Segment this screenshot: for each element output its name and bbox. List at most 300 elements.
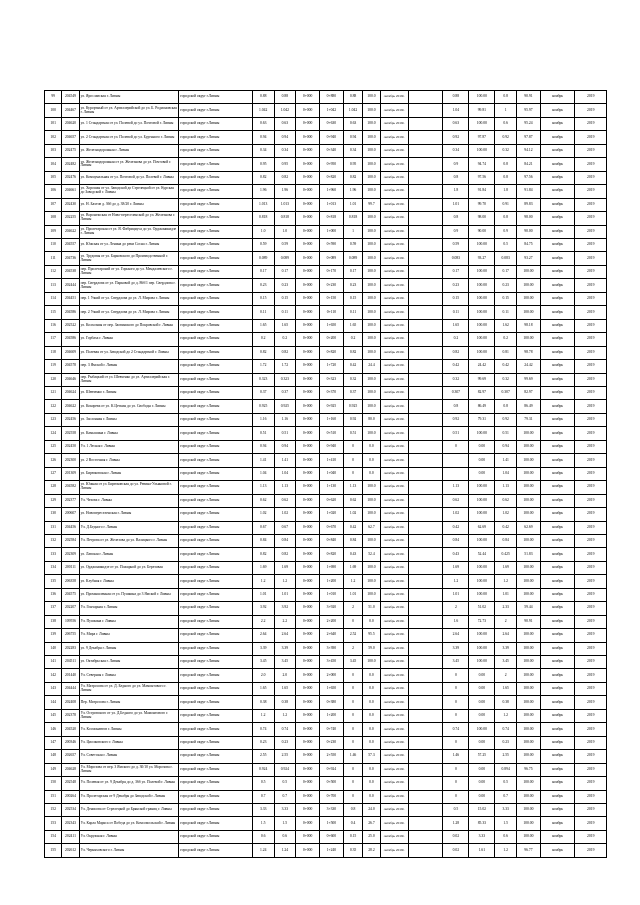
cell-year: 2019 [575, 804, 607, 817]
cell-checked-percent: 100.00 [517, 508, 541, 521]
cell-road-name: пер. Рыбацкий от ул. Шевченко до ул. Артиллерийская г. Ливны [79, 373, 179, 386]
cell-month: ноябрь [540, 656, 575, 669]
cell-year: 2019 [575, 427, 607, 440]
cell-note [408, 696, 443, 709]
cell-percent-done: 100.0 [363, 131, 380, 144]
cell-checked-percent: 96.75 [517, 763, 541, 776]
cell-length-done: 0.818 [343, 212, 362, 225]
cell-start-km: 0+000 [296, 615, 320, 628]
cell-end-km: 3+920 [319, 602, 343, 615]
cell-month: ноябрь [540, 615, 575, 628]
cell-length-repair: 0.82 [274, 171, 296, 184]
cell-year: 2019 [575, 615, 607, 628]
cell-actual-percent: 90.00 [469, 225, 495, 238]
cell-length-total: 0.51 [252, 427, 274, 440]
cell-length-repair: 1.0 [274, 225, 296, 238]
cell-start-km: 0+000 [296, 171, 320, 184]
cell-length-repair: 1.2 [274, 575, 296, 588]
table-row [45, 534, 607, 547]
cell-year: 2019 [575, 91, 607, 104]
cell-municipality: городской округ г.Ливны [179, 750, 253, 763]
cell-start-km: 0+000 [296, 736, 320, 749]
cell-note [408, 198, 443, 211]
cell-year: 2019 [575, 400, 607, 413]
cell-road-id: 201309 [62, 467, 79, 480]
cell-length-done: 0.2 [343, 333, 362, 346]
cell-length-repair: 1.01 [274, 588, 296, 601]
cell-year: 2019 [575, 548, 607, 561]
cell-percent-done: 100.0 [363, 171, 380, 184]
cell-actual-length: 0 [443, 763, 469, 776]
cell-year: 2019 [575, 656, 607, 669]
cell-period: октябрь 2019г. [380, 346, 408, 359]
cell-start-km: 0+000 [296, 804, 320, 817]
cell-period: октябрь 2019г. [380, 736, 408, 749]
cell-start-km: 0+000 [296, 440, 320, 453]
table-row [45, 454, 607, 467]
cell-length-done: 0.63 [343, 117, 362, 130]
cell-road-id: 204661 [62, 185, 79, 198]
cell-length-done: 1.2 [343, 575, 362, 588]
cell-end-km: 0+840 [319, 534, 343, 547]
cell-length-repair: 2.55 [274, 750, 296, 763]
cell-road-name: ул. Лавская г. Ливны [79, 548, 179, 561]
cell-length-total: 0.95 [252, 158, 274, 171]
cell-length-done: 0 [343, 790, 362, 803]
cell-start-km: 0+000 [296, 481, 320, 494]
cell-road-id: 202558 [62, 427, 79, 440]
cell-start-km: 0+000 [296, 427, 320, 440]
cell-checked-length: 0.8 [495, 91, 517, 104]
cell-year: 2019 [575, 292, 607, 305]
cell-year: 2019 [575, 333, 607, 346]
cell-start-km: 0+000 [296, 373, 320, 386]
cell-municipality: городской округ г.Ливны [179, 790, 253, 803]
cell-municipality: городской округ г.Ливны [179, 804, 253, 817]
cell-checked-length: 0.38 [495, 696, 517, 709]
cell-checked-percent: 96.77 [517, 844, 541, 857]
cell-start-km: 0+000 [296, 185, 320, 198]
cell-checked-length: 0.8 [495, 212, 517, 225]
cell-month: ноябрь [540, 588, 575, 601]
cell-municipality: городской округ г.Ливны [179, 494, 253, 507]
cell-row-number: 111 [45, 252, 62, 265]
cell-month: ноябрь [540, 481, 575, 494]
cell-road-name: ул. Шевченко г. Ливны [79, 386, 179, 399]
cell-length-repair: 1.24 [274, 844, 296, 857]
cell-actual-percent: 100.00 [469, 144, 495, 157]
cell-year: 2019 [575, 104, 607, 117]
cell-year: 2019 [575, 238, 607, 251]
cell-checked-percent: 100.00 [517, 804, 541, 817]
cell-checked-percent: 100.00 [517, 481, 541, 494]
cell-road-id: 202584 [62, 534, 79, 547]
cell-year: 2019 [575, 696, 607, 709]
cell-start-km: 0+000 [296, 91, 320, 104]
cell-checked-length: 0.8 [495, 400, 517, 413]
cell-road-id: 202207 [62, 602, 79, 615]
cell-municipality: городской округ г.Ливны [179, 548, 253, 561]
cell-period: октябрь 2019г. [380, 481, 408, 494]
table-row [45, 346, 607, 359]
cell-length-repair: 0.089 [274, 252, 296, 265]
cell-start-km: 0+000 [296, 252, 320, 265]
cell-road-name: ул. 1 Стандартная от ул. Полевой до ул. Почтовой г. Ливны [79, 117, 179, 130]
cell-road-name: Ул. Северная г. Ливны [79, 669, 179, 682]
table-row [45, 508, 607, 521]
cell-road-name: ул. Новопереселенская г. Ливны [79, 508, 179, 521]
cell-length-done: 0.42 [343, 521, 362, 534]
cell-end-km: 1+200 [319, 575, 343, 588]
cell-end-km: 1+160 [319, 413, 343, 426]
cell-road-id: 204520 [62, 723, 79, 736]
cell-note [408, 454, 443, 467]
cell-length-total: 0.82 [252, 548, 274, 561]
cell-end-km: 2+000 [319, 669, 343, 682]
cell-period: октябрь 2019г. [380, 306, 408, 319]
cell-road-name: Ул. Д.Бедного г. Ливны [79, 521, 179, 534]
cell-actual-percent: 100.00 [469, 427, 495, 440]
cell-actual-percent: 100.00 [469, 481, 495, 494]
cell-length-total: 0.82 [252, 171, 274, 184]
cell-length-repair: 0.59 [274, 238, 296, 251]
cell-checked-percent: 100.00 [517, 709, 541, 722]
cell-start-km: 0+000 [296, 386, 320, 399]
cell-road-name: Ул. Островского от ул. Д.Бедного до ул. Мамонтового г. Ливны [79, 709, 179, 722]
cell-row-number: 133 [45, 548, 62, 561]
cell-road-name: ул. Хорошая от ул. Заводской до Стрелецкой от ул. Курская до Заводской г. Ливны [79, 185, 179, 198]
cell-actual-length: 0.62 [443, 494, 469, 507]
cell-checked-percent: 84.75 [517, 238, 541, 251]
cell-checked-length: 0.81 [495, 346, 517, 359]
cell-length-repair: 3.45 [274, 656, 296, 669]
cell-period: октябрь 2019г. [380, 534, 408, 547]
cell-percent-done: 100.0 [363, 91, 380, 104]
cell-row-number: 141 [45, 656, 62, 669]
cell-checked-length: 0.11 [495, 306, 517, 319]
table-row [45, 709, 607, 722]
cell-municipality: городской округ г.Ливны [179, 467, 253, 480]
cell-period: октябрь 2019г. [380, 252, 408, 265]
cell-percent-done: 100.0 [363, 238, 380, 251]
cell-length-total: 2.0 [252, 669, 274, 682]
cell-checked-percent: 100.00 [517, 696, 541, 709]
cell-length-total: 0.67 [252, 521, 274, 534]
cell-length-done: 0.925 [343, 400, 362, 413]
cell-actual-percent: 15.02 [469, 804, 495, 817]
cell-month: ноябрь [540, 817, 575, 830]
cell-length-total: 0.17 [252, 265, 274, 278]
cell-start-km: 0+000 [296, 346, 320, 359]
cell-length-repair: 1.16 [274, 413, 296, 426]
cell-municipality: городской округ г.Ливны [179, 292, 253, 305]
cell-length-repair: 1.5 [274, 817, 296, 830]
cell-actual-percent: 97.56 [469, 171, 495, 184]
cell-length-done: 0.23 [343, 279, 362, 292]
cell-checked-length: 0.62 [495, 494, 517, 507]
cell-end-km: 0+200 [319, 333, 343, 346]
cell-length-repair: 0.88 [274, 91, 296, 104]
cell-month: ноябрь [540, 413, 575, 426]
cell-checked-length: 0.2 [495, 333, 517, 346]
cell-road-id: 202343 [62, 817, 79, 830]
cell-year: 2019 [575, 534, 607, 547]
cell-checked-percent: 100.00 [517, 427, 541, 440]
cell-checked-percent: 100.00 [517, 333, 541, 346]
cell-end-km: 1+240 [319, 844, 343, 857]
cell-length-done: 0.4 [343, 817, 362, 830]
cell-percent-done: 100.0 [363, 252, 380, 265]
cell-end-km: 1+200 [319, 709, 343, 722]
table-row [45, 844, 607, 857]
cell-checked-length: 1.2 [495, 575, 517, 588]
cell-length-total: 0.84 [252, 534, 274, 547]
cell-length-repair: 1.72 [274, 360, 296, 373]
cell-note [408, 467, 443, 480]
cell-length-repair: 0.11 [274, 306, 296, 319]
cell-length-done: 0 [343, 723, 362, 736]
cell-month: ноябрь [540, 454, 575, 467]
table-row [45, 790, 607, 803]
cell-municipality: городской округ г.Ливны [179, 360, 253, 373]
cell-note [408, 427, 443, 440]
cell-end-km: 0+370 [319, 386, 343, 399]
cell-length-done: 0.84 [343, 534, 362, 547]
cell-month: ноябрь [540, 292, 575, 305]
cell-month: ноябрь [540, 561, 575, 574]
cell-end-km: 0+620 [319, 494, 343, 507]
cell-end-km: 3+450 [319, 656, 343, 669]
cell-checked-percent: 84.21 [517, 158, 541, 171]
cell-length-total: 0.63 [252, 117, 274, 130]
cell-percent-done: 100.0 [363, 400, 380, 413]
cell-year: 2019 [575, 844, 607, 857]
cell-actual-percent: 100.00 [469, 117, 495, 130]
cell-end-km: 0+820 [319, 346, 343, 359]
cell-length-total: 1.96 [252, 185, 274, 198]
cell-end-km: 1+040 [319, 467, 343, 480]
cell-month: ноябрь [540, 144, 575, 157]
cell-end-km: 0+820 [319, 171, 343, 184]
cell-checked-percent: 62.69 [517, 521, 541, 534]
cell-actual-length: 2 [443, 602, 469, 615]
cell-checked-percent: 100.00 [517, 669, 541, 682]
cell-year: 2019 [575, 723, 607, 736]
cell-percent-done: 100.0 [363, 212, 380, 225]
cell-year: 2019 [575, 212, 607, 225]
cell-road-name: пер. 1 Узкий от ул. Свердлова до ул. Л. Мирова г. Ливны [79, 292, 179, 305]
cell-month: ноябрь [540, 844, 575, 857]
cell-length-total: 0.323 [252, 373, 274, 386]
cell-road-name: Ул. Окружная г. Ливны [79, 830, 179, 843]
table-row [45, 723, 607, 736]
cell-actual-percent: 94.74 [469, 158, 495, 171]
cell-checked-percent: 51.83 [517, 548, 541, 561]
cell-checked-length: 2.55 [495, 750, 517, 763]
cell-checked-percent: 98.78 [517, 346, 541, 359]
cell-municipality: городской округ г.Ливны [179, 252, 253, 265]
table-row [45, 185, 607, 198]
cell-length-repair: 3.92 [274, 602, 296, 615]
cell-month: ноябрь [540, 750, 575, 763]
cell-road-name: Ул. Пушкина г. Ливны [79, 615, 179, 628]
cell-length-done: 0.42 [343, 360, 362, 373]
cell-period: октябрь 2019г. [380, 171, 408, 184]
cell-row-number: 120 [45, 373, 62, 386]
cell-checked-percent: 93.27 [517, 252, 541, 265]
cell-municipality: городской округ г.Ливны [179, 158, 253, 171]
cell-road-name: Пер. Матросова г. Ливны [79, 696, 179, 709]
cell-actual-length: 0.92 [443, 413, 469, 426]
cell-note [408, 736, 443, 749]
cell-municipality: городской округ г.Ливны [179, 333, 253, 346]
cell-end-km: 1+020 [319, 508, 343, 521]
cell-actual-percent: 93.27 [469, 252, 495, 265]
cell-year: 2019 [575, 508, 607, 521]
cell-checked-percent: 91.84 [517, 185, 541, 198]
cell-checked-length: 0.894 [495, 763, 517, 776]
cell-road-id: 204582 [62, 481, 79, 494]
cell-actual-percent: 0.00 [469, 790, 495, 803]
cell-month: ноябрь [540, 696, 575, 709]
cell-road-id: 204646 [62, 373, 79, 386]
cell-month: ноябрь [540, 360, 575, 373]
cell-actual-length: 1.69 [443, 561, 469, 574]
cell-period: октябрь 2019г. [380, 158, 408, 171]
cell-road-name: ул. Орджоникидзе от ул. Пожарной до ул. Березовая [79, 561, 179, 574]
cell-length-total: 0.925 [252, 400, 274, 413]
cell-start-km: 0+000 [296, 400, 320, 413]
cell-municipality: городской округ г.Ливны [179, 508, 253, 521]
cell-road-id: 202522 [62, 319, 79, 332]
cell-period: октябрь 2019г. [380, 830, 408, 843]
cell-municipality: городской округ г.Ливны [179, 709, 253, 722]
cell-road-id: 202430 [62, 198, 79, 211]
cell-actual-percent: 0.00 [469, 709, 495, 722]
cell-year: 2019 [575, 494, 607, 507]
cell-road-name: ул. Воронежская от Ново-переселенской до ул. Железнова г. Ливны [79, 212, 179, 225]
cell-actual-percent: 0.00 [469, 763, 495, 776]
cell-start-km: 0+000 [296, 131, 320, 144]
cell-actual-percent: 100.00 [469, 279, 495, 292]
cell-note [408, 844, 443, 857]
table-row [45, 588, 607, 601]
cell-month: ноябрь [540, 629, 575, 642]
cell-length-done: 1.02 [343, 508, 362, 521]
cell-length-done: 0 [343, 454, 362, 467]
cell-length-total: 0.089 [252, 252, 274, 265]
cell-note [408, 212, 443, 225]
cell-period: октябрь 2019г. [380, 669, 408, 682]
cell-period: октябрь 2019г. [380, 104, 408, 117]
cell-actual-length: 1.46 [443, 750, 469, 763]
cell-row-number: 100 [45, 104, 62, 117]
cell-road-id: 202255 [62, 212, 79, 225]
cell-note [408, 252, 443, 265]
cell-road-name: Ул. Денисова от Стрелецкой до Брянской границ г. Ливны [79, 804, 179, 817]
cell-road-name: ул. Кокорева от ул. К.Цеткин до ул. Свободы г. Ливны [79, 400, 179, 413]
cell-percent-done: 0.0 [363, 669, 380, 682]
cell-length-total: 0.5 [252, 777, 274, 790]
cell-checked-percent: 100.00 [517, 575, 541, 588]
cell-checked-percent: 100.00 [517, 777, 541, 790]
cell-length-total: 0.23 [252, 736, 274, 749]
cell-length-repair: 1.13 [274, 481, 296, 494]
cell-start-km: 0+000 [296, 575, 320, 588]
cell-note [408, 360, 443, 373]
cell-municipality: городской округ г.Ливны [179, 373, 253, 386]
cell-length-total: 3.45 [252, 656, 274, 669]
cell-length-total: 1.24 [252, 844, 274, 857]
cell-length-repair: 0.74 [274, 723, 296, 736]
cell-actual-percent: 3.33 [469, 830, 495, 843]
cell-year: 2019 [575, 279, 607, 292]
cell-actual-length: 0.74 [443, 723, 469, 736]
cell-row-number: 103 [45, 144, 62, 157]
cell-road-id: 202408 [62, 696, 79, 709]
cell-actual-length: 1.02 [443, 508, 469, 521]
cell-municipality: городской округ г.Ливны [179, 830, 253, 843]
cell-length-total: 1.72 [252, 360, 274, 373]
cell-month: ноябрь [540, 131, 575, 144]
cell-note [408, 386, 443, 399]
cell-year: 2019 [575, 481, 607, 494]
cell-actual-percent: 99.81 [469, 104, 495, 117]
cell-note [408, 561, 443, 574]
cell-length-total: 0.818 [252, 212, 274, 225]
cell-road-name: ул. Южная от ул. Бирюковская до ул. Ревина-Ульяновой г. Ливны [79, 481, 179, 494]
cell-row-number: 139 [45, 629, 62, 642]
cell-actual-length: 0.43 [443, 548, 469, 561]
cell-row-number: 108 [45, 212, 62, 225]
cell-year: 2019 [575, 306, 607, 319]
cell-road-name: Ул. Черняховского г. Ливны [79, 844, 179, 857]
cell-period: октябрь 2019г. [380, 373, 408, 386]
cell-road-name: Ул. Пролетарская от 9 Декабря до Заводской г. Ливны [79, 790, 179, 803]
cell-length-done: 0.34 [343, 144, 362, 157]
cell-period: октябрь 2019г. [380, 642, 408, 655]
cell-actual-percent: 51.02 [469, 602, 495, 615]
cell-checked-percent: 100.00 [517, 750, 541, 763]
cell-actual-percent: 100.00 [469, 588, 495, 601]
cell-note [408, 723, 443, 736]
cell-period: октябрь 2019г. [380, 615, 408, 628]
cell-period: октябрь 2019г. [380, 279, 408, 292]
table-row [45, 682, 607, 695]
cell-actual-length: 0.34 [443, 144, 469, 157]
cell-length-total: 1.0 [252, 225, 274, 238]
cell-road-id: 204511 [62, 656, 79, 669]
cell-length-repair: 0.38 [274, 696, 296, 709]
cell-municipality: городской округ г.Ливны [179, 588, 253, 601]
cell-percent-done: 100.0 [363, 561, 380, 574]
cell-road-id: 202377 [62, 494, 79, 507]
cell-checked-length: 0.23 [495, 736, 517, 749]
cell-checked-percent: 90.91 [517, 91, 541, 104]
cell-end-km: 0+630 [319, 117, 343, 130]
cell-length-done: 1.69 [343, 561, 362, 574]
cell-road-name: Ул. Чехова г. Ливны [79, 494, 179, 507]
cell-actual-percent: 100.00 [469, 656, 495, 669]
cell-year: 2019 [575, 588, 607, 601]
cell-year: 2019 [575, 817, 607, 830]
cell-municipality: городской округ г.Ливны [179, 104, 253, 117]
cell-month: ноябрь [540, 212, 575, 225]
cell-percent-done: 100.0 [363, 333, 380, 346]
cell-actual-percent: 72.73 [469, 615, 495, 628]
cell-checked-length: 0.17 [495, 265, 517, 278]
cell-road-id: 202475 [62, 144, 79, 157]
